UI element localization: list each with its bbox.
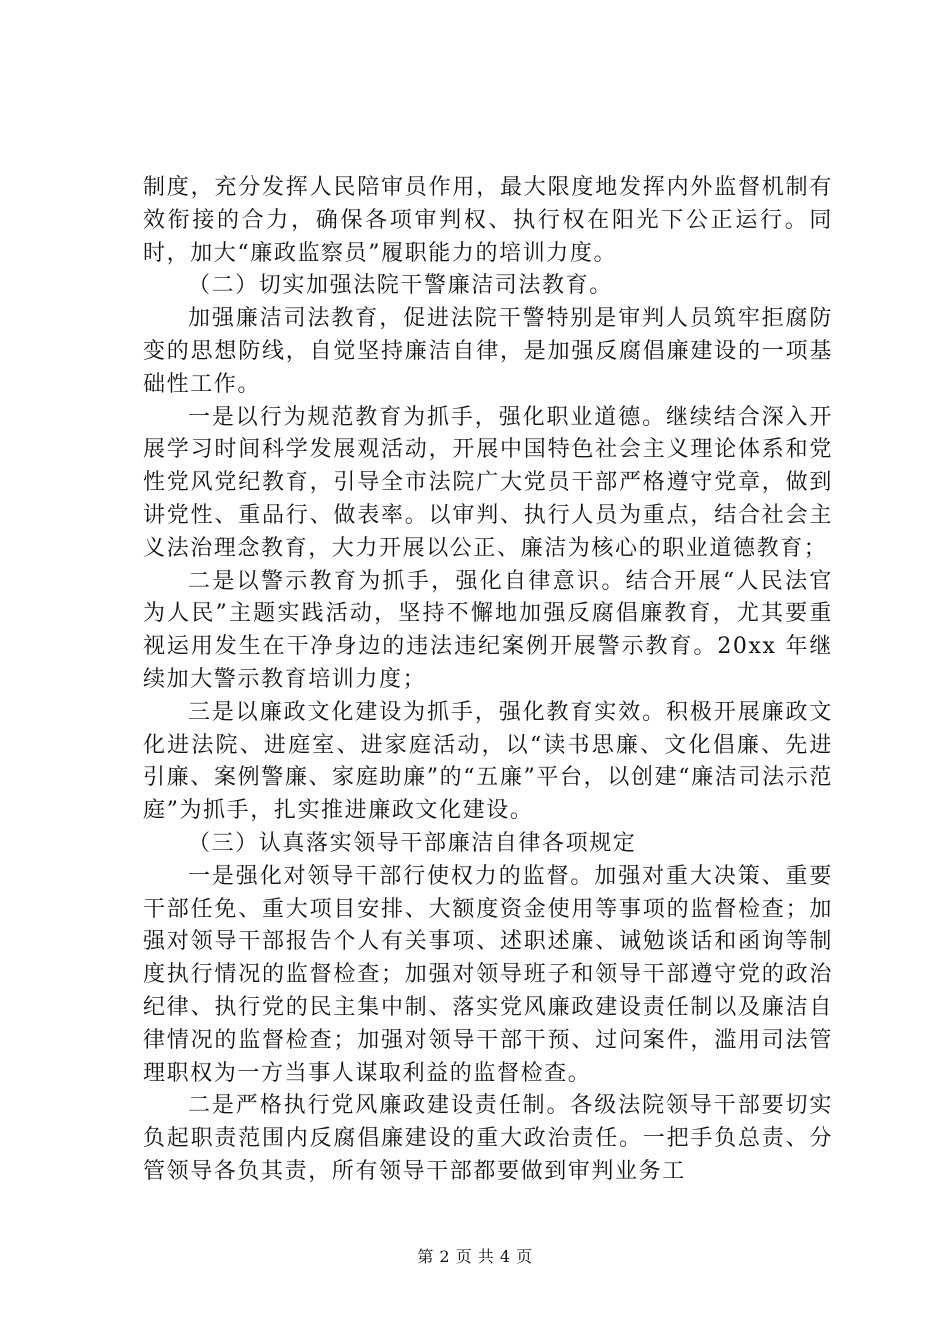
paragraph-8: 一是强化对领导干部行使权力的监督。加强对重大决策、重要干部任免、重大项目安排、大额度资金使用等事项的监督检查；加强对领导干部报告个人有关事项、述职述廉、诫勉谈话和函询等制度执行情况的监督检查；加强对领导班子和领导干部遵守党的政治纪律、执行党的民主集中制、落实党风廉政建设责任制以及廉洁自律情况的监督检查；加强对领导干部干预、过问案件，滥用司法管理职权为一方当事人谋取利益的监督检查。 (143, 863, 833, 1086)
paragraph-1: 制度，充分发挥人民陪审员作用，最大限度地发挥内外监督机制有效衔接的合力，确保各项审判权、执行权在阳光下公正运行。同时，加大“廉政监察员”履职能力的培训力度。 (143, 175, 833, 266)
page-footer: 第 2 页 共 4 页 (417, 1247, 533, 1266)
document-body (143, 172, 833, 1189)
paragraph-3: 加强廉洁司法教育，促进法院干警特别是审判人员筑牢拒腐防变的思想防线，自觉坚持廉洁自律，是加强反腐倡廉建设的一项基础性工作。 (143, 306, 833, 397)
section-heading-2: （二）切实加强法院干警廉洁司法教育。 (188, 273, 613, 299)
paragraph-4: 一是以行为规范教育为抓手，强化职业道德。继续结合深入开展学习时间科学发展观活动，开展中国特色社会主义理论体系和党性党风党纪教育，引导全市法院广大党员干部严格遵守党章，做到讲党性、重品行、做表率。以审判、执行人员为重点，结合社会主义法治理念教育，大力开展以公正、廉洁为核心的职业道德教育； (143, 404, 833, 561)
paragraph-5: 二是以警示教育为抓手，强化自律意识。结合开展“人民法官为人民”主题实践活动，坚持不懈地加强反腐倡廉教育，尤其要重视运用发生在干净身边的违法违纪案例开展警示教育。20xx 年继续加大警示教育培训力度； (143, 568, 833, 692)
paragraph-6: 三是以廉政文化建设为抓手，强化教育实效。积极开展廉政文化进法院、进庭室、进家庭活动，以“读书思廉、文化倡廉、先进引廉、案例警廉、家庭助廉”的“五廉”平台，以创建“廉洁司法示范庭”为抓手，扎实推进廉政文化建设。 (143, 699, 833, 824)
paragraph-9: 二是严格执行党风廉政建设责任制。各级法院领导干部要切实负起职责范围内反腐倡廉建设的重大政治责任。一把手负总责、分管领导各负其责，所有领导干部都要做到审判业务工 (143, 1093, 833, 1184)
section-heading-3: （三）认真落实领导干部廉洁自律各项规定 (188, 830, 637, 856)
